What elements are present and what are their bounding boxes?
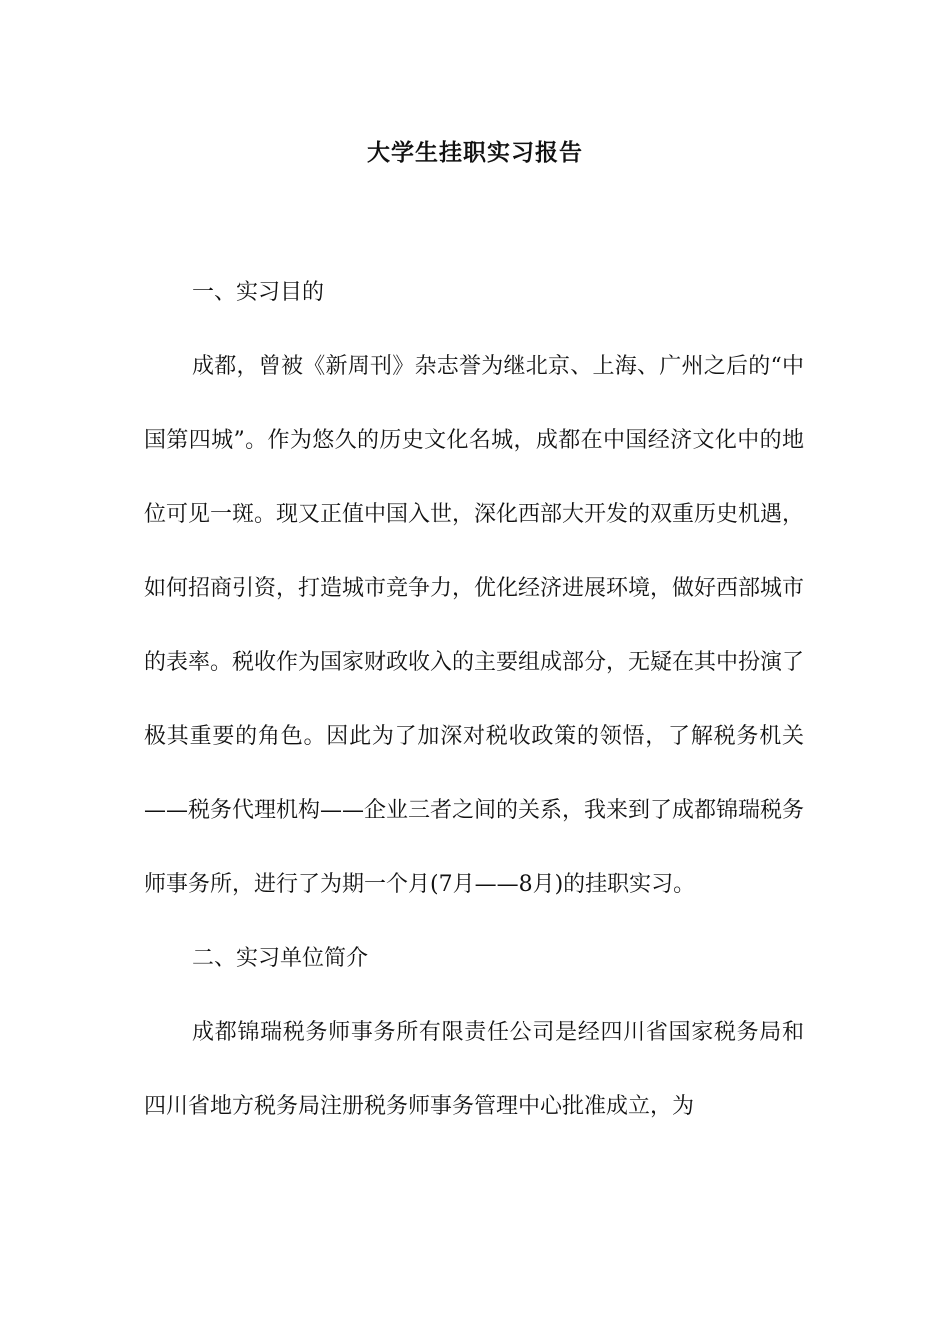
section-paragraph-purpose: 成都，曾被《新周刊》杂志誉为继北京、上海、广州之后的“中国第四城”。作为悠久的历史文化名城，成都在中国经济文化中的地位可见一斑。现又正值中国入世，深化西部大开发的双重历史机遇，如何招商引资，打造城市竞争力，优化经济进展环境，做好西部城市的表率。税收作为国家财政收入的主要组成部分，无疑在其中扮演了极其重要的角色。因此为了加深对税收政策的领悟，了解税务机关——税务代理机构——企业三者之间的关系，我来到了成都锦瑞税务师事务所，进行了为期一个月(7月——8月)的挂职实习。	[144, 354, 805, 897]
section-heading-company-intro: 二、实习单位简介	[192, 946, 369, 971]
section-paragraph-company-intro: 成都锦瑞税务师事务所有限责任公司是经四川省国家税务局和四川省地方税务局注册税务师事务管理中心批准成立，为	[144, 1020, 804, 1119]
document-body	[144, 256, 804, 1144]
document-title: 大学生挂职实习报告	[367, 140, 583, 166]
section-heading-purpose: 一、实习目的	[192, 280, 325, 305]
